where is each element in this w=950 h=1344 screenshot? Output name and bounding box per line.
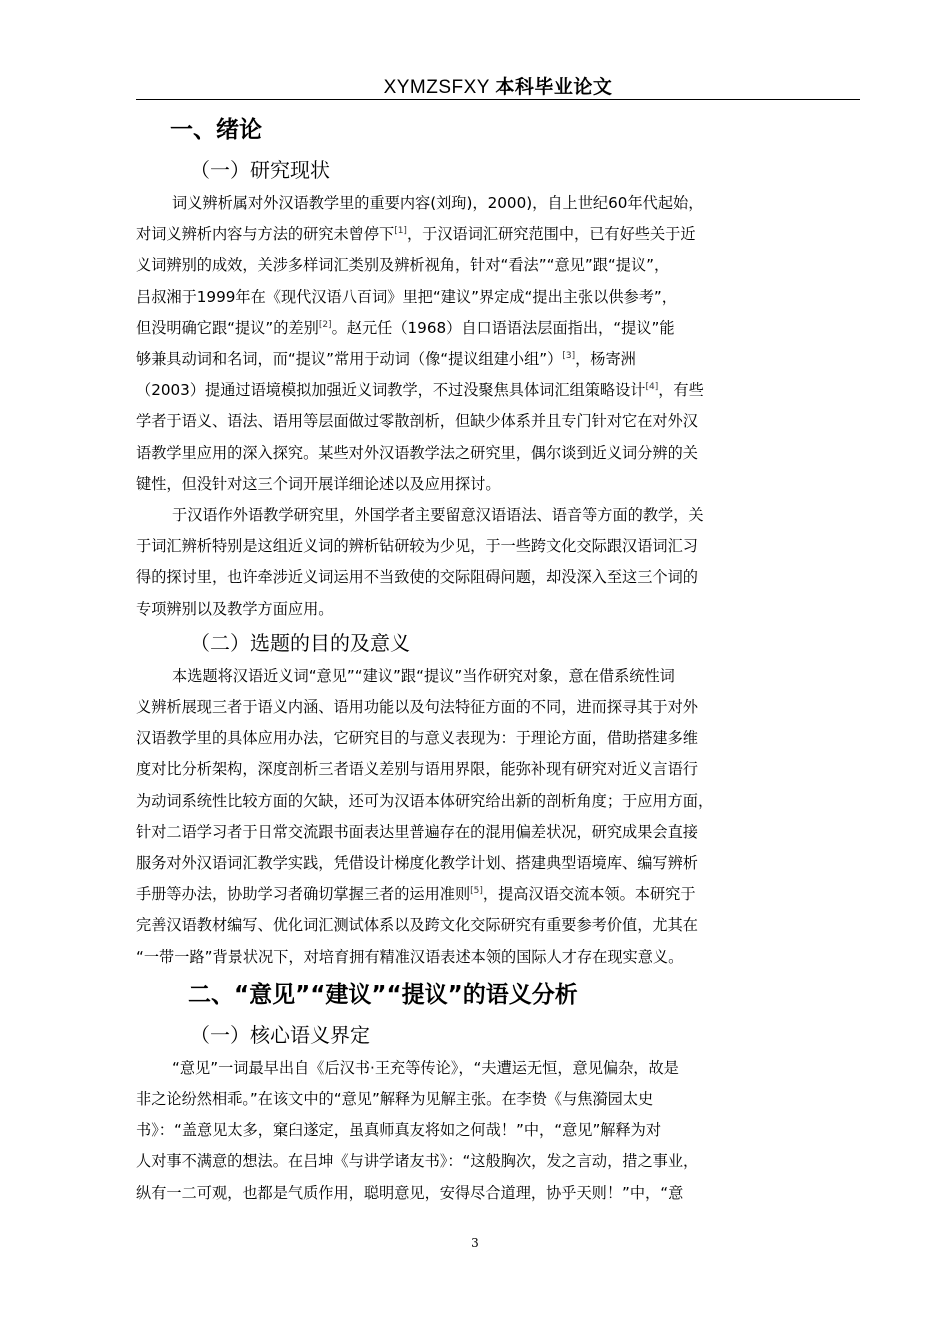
text-line: 服务对外汉语词汇教学实践，凭借设计梯度化教学计划、搭建典型语境库、编写辨析 (136, 854, 698, 873)
page-body (136, 108, 860, 1209)
citation-ref: [3] (562, 351, 576, 362)
text-line: 但没明确它跟“提议”的差别[2]。赵元任（1968）自口语语法层面指出，“提议”能 (136, 318, 675, 337)
text-line: 吕叔湘于1999年在《现代汉语八百词》里把“建议”界定成“提出主张以供参考”， (136, 287, 677, 306)
text-line: 人对事不满意的想法。在吕坤《与讲学诸友书》：“这般胸次，发之言动，措之事业， (136, 1152, 699, 1171)
header-title: 本科毕业论文 (495, 77, 613, 98)
text-line: 于词汇辨析特别是这组近义词的辨析钻研较为少见，于一些跨文化交际跟汉语词汇习 (136, 537, 698, 556)
text-line: 够兼具动词和名词，而“提议”常用于动词（像“提议组建小组”）[3]，杨寄洲 (136, 350, 636, 369)
text-line: “一带一路”背景状况下，对培育拥有精准汉语表述本领的国际人才存在现实意义。 (136, 947, 684, 966)
text-line: 于汉语作外语教学研究里，外国学者主要留意汉语语法、语音等方面的教学，关 (172, 506, 704, 525)
text-line: “意见”一词最早出自《后汉书·王充等传论》，“夫遭运无恒，意见偏杂，故是 (172, 1058, 679, 1077)
subsection-heading-1-1: （一）研究现状 (190, 158, 330, 182)
header-code: XYMZSFXY (383, 77, 490, 98)
page-number: 3 (471, 1236, 479, 1250)
subsection-heading-2-1: （一）核心语义界定 (190, 1022, 370, 1047)
text-line: 本选题将汉语近义词“意见”“建议”跟“提议”当作研究对象，意在借系统性词 (172, 666, 675, 685)
text-line: 得的探讨里，也许牵涉近义词运用不当致使的交际阻碍问题，却没深入至这三个词的 (136, 568, 698, 587)
text-line: 键性，但没针对这三个词开展详细论述以及应用探讨。 (136, 474, 501, 493)
section-heading-2: 二、“意见”“建议”“提议”的语义分析 (188, 981, 578, 1008)
paragraph-core-meaning (136, 1053, 860, 1209)
text-line: 语教学里应用的深入探究。某些对外汉语教学法之研究里，偶尔谈到近义词分辨的关 (136, 443, 698, 462)
text-line: 书》：“盖意见太多，窠臼遂定，虽真师真友将如之何哉！”中，“意见”解释为对 (136, 1121, 662, 1140)
text-line: 汉语教学里的具体应用办法，它研究目的与意义表现为：于理论方面，借助搭建多维 (136, 729, 698, 748)
section-heading-1: 一、绪论 (170, 117, 262, 143)
citation-ref: [2] (318, 319, 332, 330)
text-line: 义辨析展现三者于语义内涵、语用功能以及句法特征方面的不同，进而探寻其于对外 (136, 698, 698, 717)
text-line: 词义辨析属对外汉语教学里的重要内容(刘珣)，2000)，自上世纪60年代起始， (172, 194, 704, 212)
text-line: 纵有一二可观，也都是气质作用，聪明意见，安得尽合道理，协乎天则！”中，“意 (136, 1183, 684, 1202)
header-divider (136, 99, 860, 100)
citation-ref: [4] (645, 382, 659, 393)
text-line: 学者于语义、语法、语用等层面做过零散剖析，但缺少体系并且专门针对它在对外汉 (136, 412, 698, 431)
paragraph-research-status (136, 188, 860, 500)
paragraph-foreign-research (136, 500, 860, 625)
citation-ref: [1] (394, 226, 407, 237)
text-line: 专项辨别以及教学方面应用。 (136, 599, 334, 618)
paragraph-purpose-significance (136, 661, 860, 973)
text-line: 非之论纷然相乖。”在该文中的“意见”解释为见解主张。在李贽《与焦漪园太史 (136, 1090, 654, 1109)
running-header (136, 72, 860, 99)
text-line: （2003）提通过语境模拟加强近义词教学，不过没聚焦具体词汇组策略设计[4]，有些 (136, 381, 704, 400)
text-line: 为动词系统性比较方面的欠缺，还可为汉语本体研究给出新的剖析角度；于应用方面， (136, 791, 714, 810)
text-line: 度对比分析架构，深度剖析三者语义差别与语用界限，能弥补现有研究对近义言语行 (136, 760, 698, 779)
text-line: 对词义辨析内容与方法的研究未曾停下[1]，于汉语词汇研究范围中，已有好些关于近 (136, 225, 696, 244)
text-line: 完善汉语教材编写、优化词汇测试体系以及跨文化交际研究有重要参考价值，尤其在 (136, 916, 698, 935)
text-line: 手册等办法，协助学习者确切掌握三者的运用准则[5]，提高汉语交流本领。本研究于 (136, 885, 696, 904)
citation-ref: [5] (470, 886, 483, 897)
text-line: 针对二语学习者于日常交流跟书面表达里普遍存在的混用偏差状况，研究成果会直接 (136, 822, 698, 841)
text-line: 义词辨别的成效，关涉多样词汇类别及辨析视角，针对“看法”“意见”跟“提议”， (136, 256, 670, 275)
subsection-heading-1-2: （二）选题的目的及意义 (190, 630, 410, 655)
